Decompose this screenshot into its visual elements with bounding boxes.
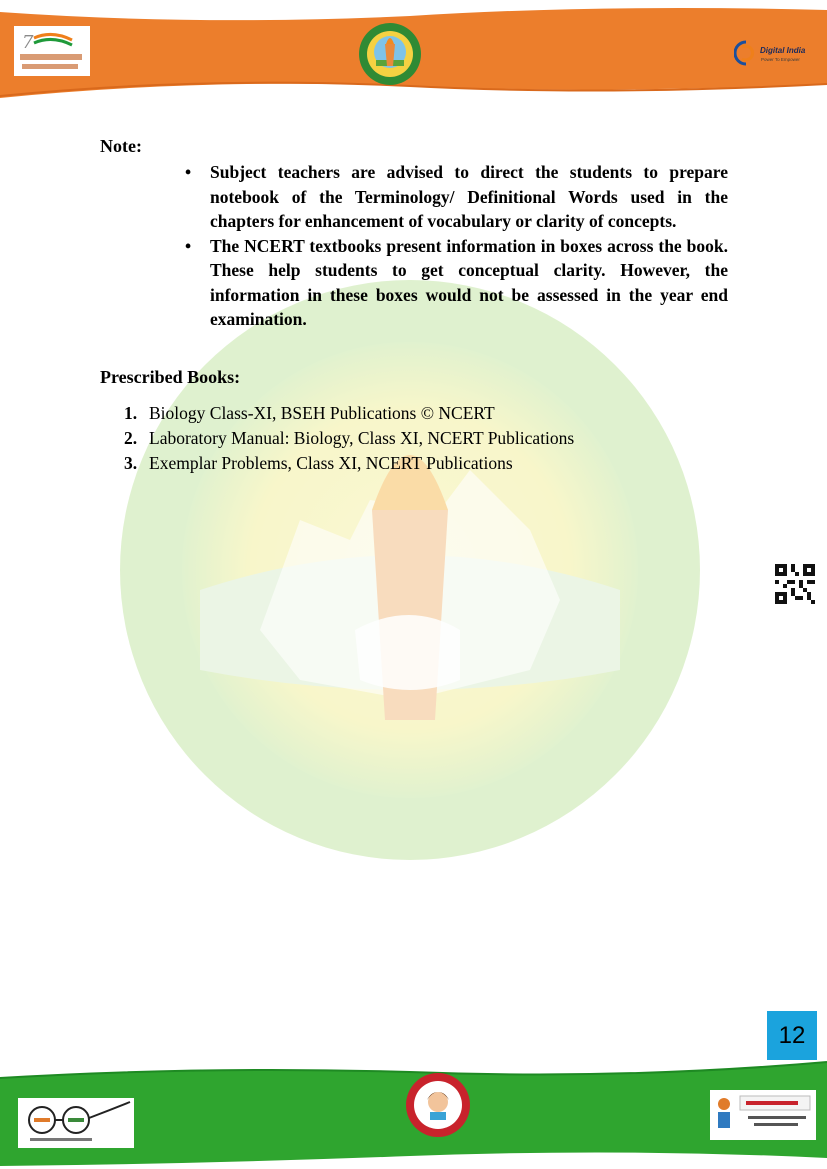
prescribed-books-title: Prescribed Books: (100, 367, 241, 387)
digital-india-logo (734, 38, 808, 68)
book-item: 3. Exemplar Problems, Class XI, NCERT Publications (124, 453, 513, 473)
bseh-emblem (358, 22, 422, 86)
prescribed-books-list (124, 401, 574, 476)
shiksha-adhikar-logo (710, 1090, 816, 1140)
svg-text:Digital India: Digital India (760, 46, 806, 55)
note-bullet-item: • Subject teachers are advised to direct the students to prepare notebook of the Terminology/ Definitional Words used in the chapters for enhancement of vocabulary or clarity of concepts. (185, 162, 728, 231)
bullet-dot: • (185, 162, 192, 182)
note-bullet-item: • The NCERT textbooks present information in boxes across the book. These help students to get conceptual clarity. However, the information in these boxes would not be assessed in the year end examination. (185, 235, 728, 329)
qr-code[interactable] (775, 564, 815, 604)
page-number: 12 (767, 1011, 817, 1060)
svg-text:Power To Empower: Power To Empower (761, 57, 800, 62)
svg-text:7: 7 (22, 32, 34, 53)
note-label: Note: (100, 136, 142, 156)
book-item: 2. Laboratory Manual: Biology, Class XI, NCERT Publications (124, 428, 575, 448)
swachh-bharat-logo (18, 1098, 134, 1148)
page-header (0, 0, 827, 110)
bseh-watermark (110, 270, 710, 870)
note-bullet-list (183, 160, 728, 332)
book-item: 1. Biology Class-XI, BSEH Publications © NCERT (124, 403, 495, 423)
beti-bachao-logo (405, 1072, 471, 1138)
azadi-logo (14, 26, 90, 76)
page-footer (0, 1060, 827, 1169)
bullet-dot: • (185, 235, 192, 256)
